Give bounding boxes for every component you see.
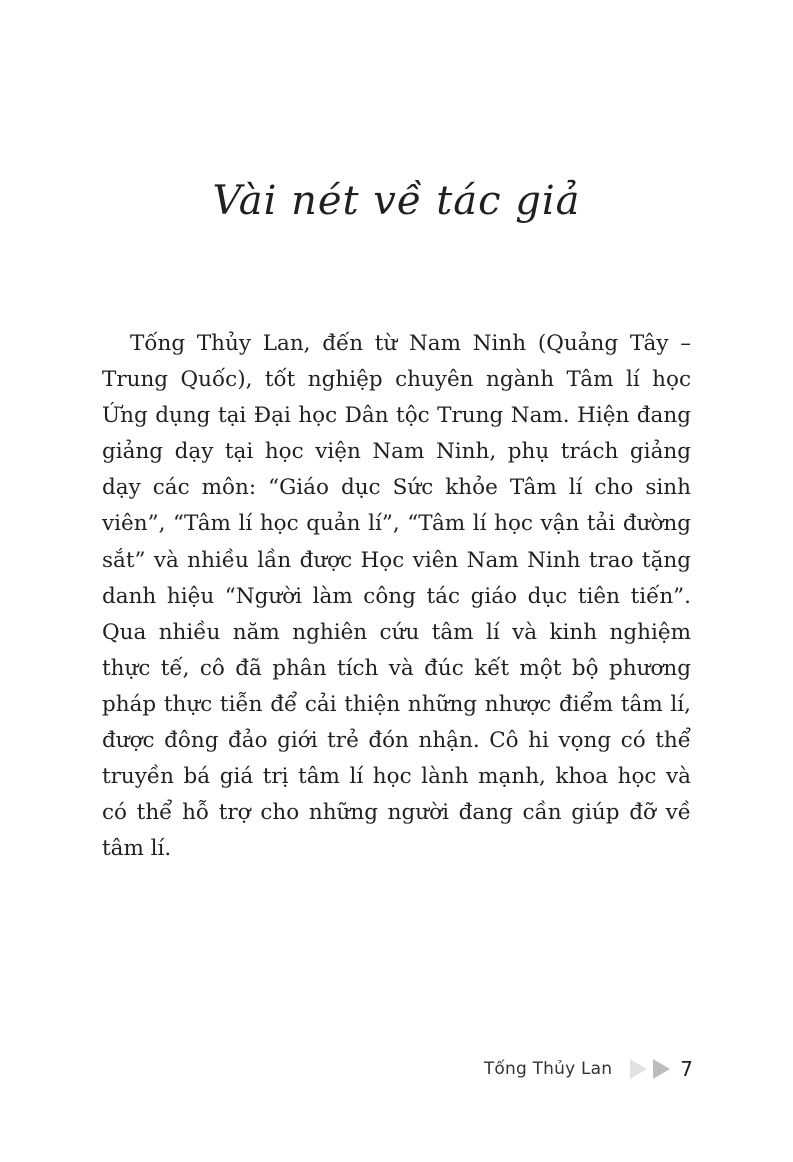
page-number: 7 — [680, 1057, 693, 1081]
author-bio-paragraph: Tống Thủy Lan, đến từ Nam Ninh (Quảng Tây – Trung Quốc), tốt nghiệp chuyên ngành Tâm lí học Ứng dụng tại Đại học Dân tộc Trung Nam. Hiện đang giảng dạy tại học viện Nam Ninh, phụ trách giảng dạy các môn: “Giáo dục Sức khỏe Tâm lí cho sinh viên”, “Tâm lí học quản lí”, “Tâm lí học vận tải đường sắt” và nhiều lần được Học viên Nam Ninh trao tặng danh hiệu “Người làm công tác giáo dục tiên tiến”. Qua nhiều năm nghiên cứu tâm lí và kinh nghiệm thực tế, cô đã phân tích và đúc kết một bộ phương pháp thực tiễn để cải thiện những nhược điểm tâm lí, được đông đảo giới trẻ đón nhận. Cô hi vọng có thể truyền bá giá trị tâm lí học lành mạnh, khoa học và có thể hỗ trợ cho những người đang cần giúp đỡ về tâm lí. — [102, 331, 691, 862]
footer-author-name: Tống Thủy Lan — [483, 1059, 613, 1079]
page-footer — [484, 1053, 693, 1085]
triangle-right-icon — [653, 1059, 670, 1079]
triangle-right-light-icon — [630, 1059, 647, 1079]
page-title: Vài nét về tác giả — [212, 178, 581, 224]
